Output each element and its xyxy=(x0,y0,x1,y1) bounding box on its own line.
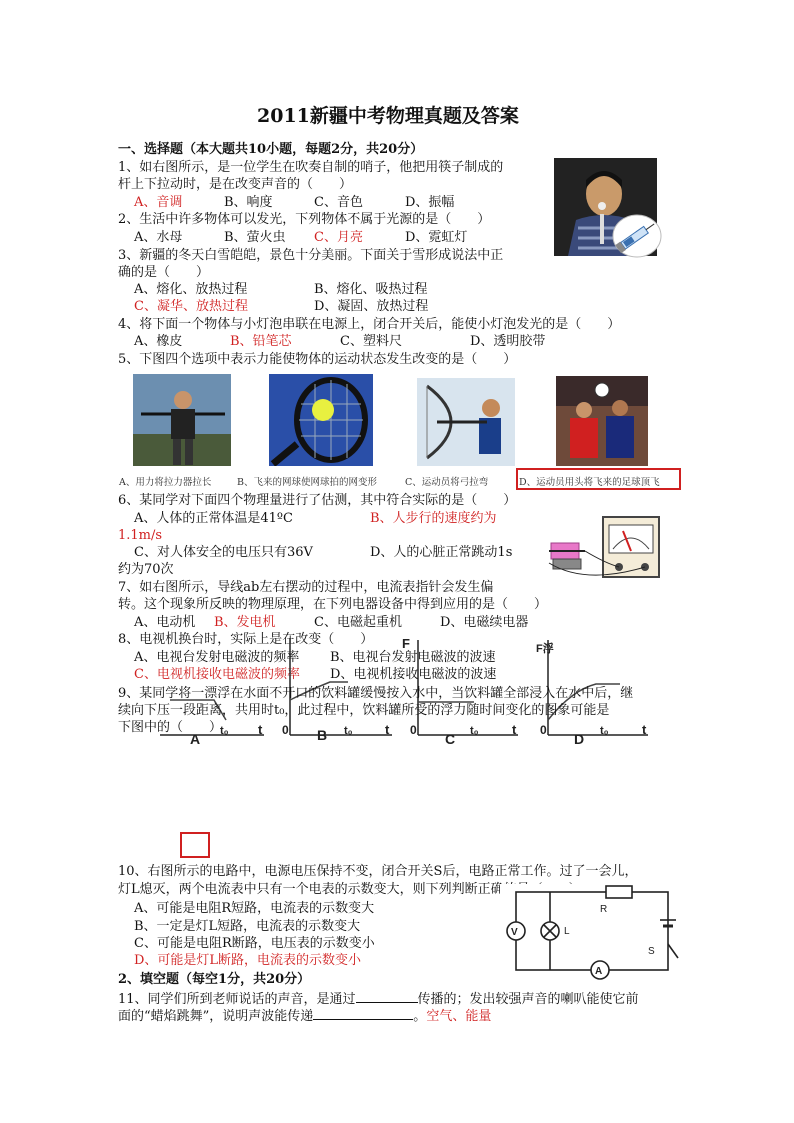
graph-a-label: A xyxy=(190,731,201,747)
question-text: 9、某同学将一漂浮在水面不开口的饮料罐缓慢按入水中，当饮料罐全部浸入在水中后，继 xyxy=(118,686,634,701)
question-text: 1、如右图所示，是一位学生在吹奏自制的哨子，他把用筷子制成的 xyxy=(118,160,504,175)
option-b: B、萤火虫 xyxy=(224,230,286,245)
answer-mark-box xyxy=(180,832,210,858)
graph-d-o: 0 xyxy=(540,723,547,737)
fill-blank[interactable] xyxy=(313,1007,413,1020)
option-c: C、电视机接收电磁波的频率 xyxy=(134,667,300,682)
graph-b-o: 0 xyxy=(282,723,289,737)
option-a: A、电动机 xyxy=(134,615,196,630)
option-a: A、电视台发射电磁波的频率 xyxy=(134,650,300,665)
caption-a: A、用力将拉力器拉长 xyxy=(119,477,212,488)
lbl-l: L xyxy=(564,926,570,937)
graph-a-t0: t₀ xyxy=(220,725,229,737)
graph-d-t0: t₀ xyxy=(600,725,609,737)
option-c: C、月亮 xyxy=(314,230,363,245)
option-b: B、电视台发射电磁波的波速 xyxy=(330,650,496,665)
question-text: 转。这个现象所反映的物理原理，在下列电器设备中得到应用的是（ ） xyxy=(118,597,548,612)
option-c: C、电磁起重机 xyxy=(314,615,402,630)
option-c: C、音色 xyxy=(314,195,363,210)
graph-b-F: F xyxy=(402,636,410,651)
page-title: 2011新疆中考物理真题及答案 xyxy=(257,105,519,127)
section-heading: 一、选择题（本大题共10小题，每题2分，共20分） xyxy=(118,142,424,157)
photo-archer xyxy=(417,378,515,466)
option-d: D、霓虹灯 xyxy=(405,230,468,245)
q11-part1: 11、同学们所到老师说话的声音，是通过 xyxy=(118,992,356,1007)
question-text: 10、右图所示的电路中，电源电压保持不变，闭合开关S后，电路正常工作。过了一会儿， xyxy=(118,864,638,879)
lbl-v: V xyxy=(511,927,518,938)
question-text: 4、将下面一个物体与小灯泡串联在电源上，闭合开关后，能使小灯泡发光的是（ ） xyxy=(118,317,621,332)
q11-part2: 传播的；发出较强声音的喇叭能使它前 xyxy=(417,992,639,1007)
option-c: C、凝华、放热过程 xyxy=(134,299,248,314)
option-a: A、人体的正常体温是41ºC xyxy=(134,511,293,526)
photo-football-header xyxy=(556,376,648,466)
graph-d-F: F浮 xyxy=(536,643,554,655)
q11-part3: 面的“蜡焰跳舞”，说明声波能传递 xyxy=(118,1009,314,1024)
fill-blank[interactable] xyxy=(356,990,418,1003)
question-text: 6、某同学对下面四个物理量进行了估测，其中符合实际的是（ ） xyxy=(118,493,517,508)
option-a: A、水母 xyxy=(134,230,183,245)
option-b: B、发电机 xyxy=(214,615,276,630)
graph-c-o: 0 xyxy=(410,723,417,737)
question-text: 5、下图四个选项中表示力能使物体的运动状态发生改变的是（ ） xyxy=(118,352,517,367)
graph-d-t: t xyxy=(642,722,647,737)
caption-c: C、运动员将弓拉弯 xyxy=(405,477,489,488)
question-text: 续向下压一段距离，共用时t₀，此过程中，饮料罐所受的浮力随时间变化的图象可能是 xyxy=(118,703,610,718)
option-a: A、音调 xyxy=(134,195,183,210)
galvanometer-apparatus-icon xyxy=(545,513,663,588)
question-text: 杆上下拉动时，是在改变声音的（ ） xyxy=(118,177,353,192)
q11-part4: 。 xyxy=(413,1009,427,1024)
caption-d: D、运动员用头将飞来的足球顶飞 xyxy=(519,477,660,488)
graph-c-t: t xyxy=(512,722,517,737)
option-b: B、响度 xyxy=(224,195,273,210)
option-b: B、铅笔芯 xyxy=(230,334,292,349)
option-b: B、熔化、吸热过程 xyxy=(314,282,428,297)
option-c: C、对人体安全的电压只有36V xyxy=(134,545,313,560)
option-d: D、人的心脏正常跳动1s xyxy=(370,545,513,560)
caption-b: B、飞来的网球使网球拍的网变形 xyxy=(237,477,377,488)
option-a: A、熔化、放热过程 xyxy=(134,282,248,297)
q11-answer: 空气、能量 xyxy=(426,1009,492,1024)
option-b-continued: 1.1m/s xyxy=(118,528,163,543)
question-text: 确的是（ ） xyxy=(118,265,210,280)
photo-pull-exerciser xyxy=(133,374,231,466)
question-text-line2 xyxy=(118,1007,491,1025)
question-text: 下图中的（ ） xyxy=(118,720,223,735)
question-text-line1 xyxy=(118,990,639,1008)
option-a: A、可能是电阻R短路，电流表的示数变大 xyxy=(134,901,375,916)
graph-d-label: D xyxy=(574,731,585,747)
section-heading: 2、填空题（每空1分，共20分） xyxy=(118,972,311,987)
graph-c-label: C xyxy=(445,731,456,747)
lbl-s: S xyxy=(648,946,655,957)
question-text: 2、生活中许多物体可以发光，下列物体不属于光源的是（ ） xyxy=(118,212,491,227)
lbl-a: A xyxy=(595,966,603,977)
option-d: D、电视机接收电磁波的波速 xyxy=(330,667,497,682)
syringe-icon xyxy=(612,214,662,258)
photo-tennis-racket xyxy=(269,374,373,466)
option-d: D、电磁续电器 xyxy=(440,615,529,630)
option-b: B、一定是灯L短路，电流表的示数变大 xyxy=(134,919,361,934)
graph-a-t: t xyxy=(258,722,263,737)
question-text: 3、新疆的冬天白雪皑皑，景色十分美丽。下面关于雪形成说法中正 xyxy=(118,248,504,263)
option-d: D、透明胶带 xyxy=(470,334,546,349)
question-text: 8、电视机换台时，实际上是在改变（ ） xyxy=(118,632,374,647)
graph-b-t: t xyxy=(385,722,390,737)
option-d: D、可能是灯L断路，电流表的示数变小 xyxy=(134,953,362,968)
question-text: 灯L熄灭，两个电流表中只有一个电表的示数变大，则下列判断正确的是（ ） xyxy=(118,882,582,897)
graph-c-t0: t₀ xyxy=(470,725,479,737)
option-d: D、振幅 xyxy=(405,195,455,210)
lbl-r: R xyxy=(600,904,608,915)
graph-b-label: B xyxy=(317,727,328,743)
circuit-diagram xyxy=(500,884,680,984)
option-b: B、人步行的速度约为 xyxy=(370,511,497,526)
option-c: C、塑料尺 xyxy=(340,334,402,349)
option-c: C、可能是电阻R断路，电压表的示数变小 xyxy=(134,936,375,951)
question-text: 7、如右图所示，导线ab左右摆动的过程中，电流表指针会发生偏 xyxy=(118,580,494,595)
option-a: A、橡皮 xyxy=(134,334,183,349)
graph-b-t0: t₀ xyxy=(344,725,353,737)
option-d: D、凝固、放热过程 xyxy=(314,299,429,314)
option-d-continued: 约为70次 xyxy=(118,562,174,577)
